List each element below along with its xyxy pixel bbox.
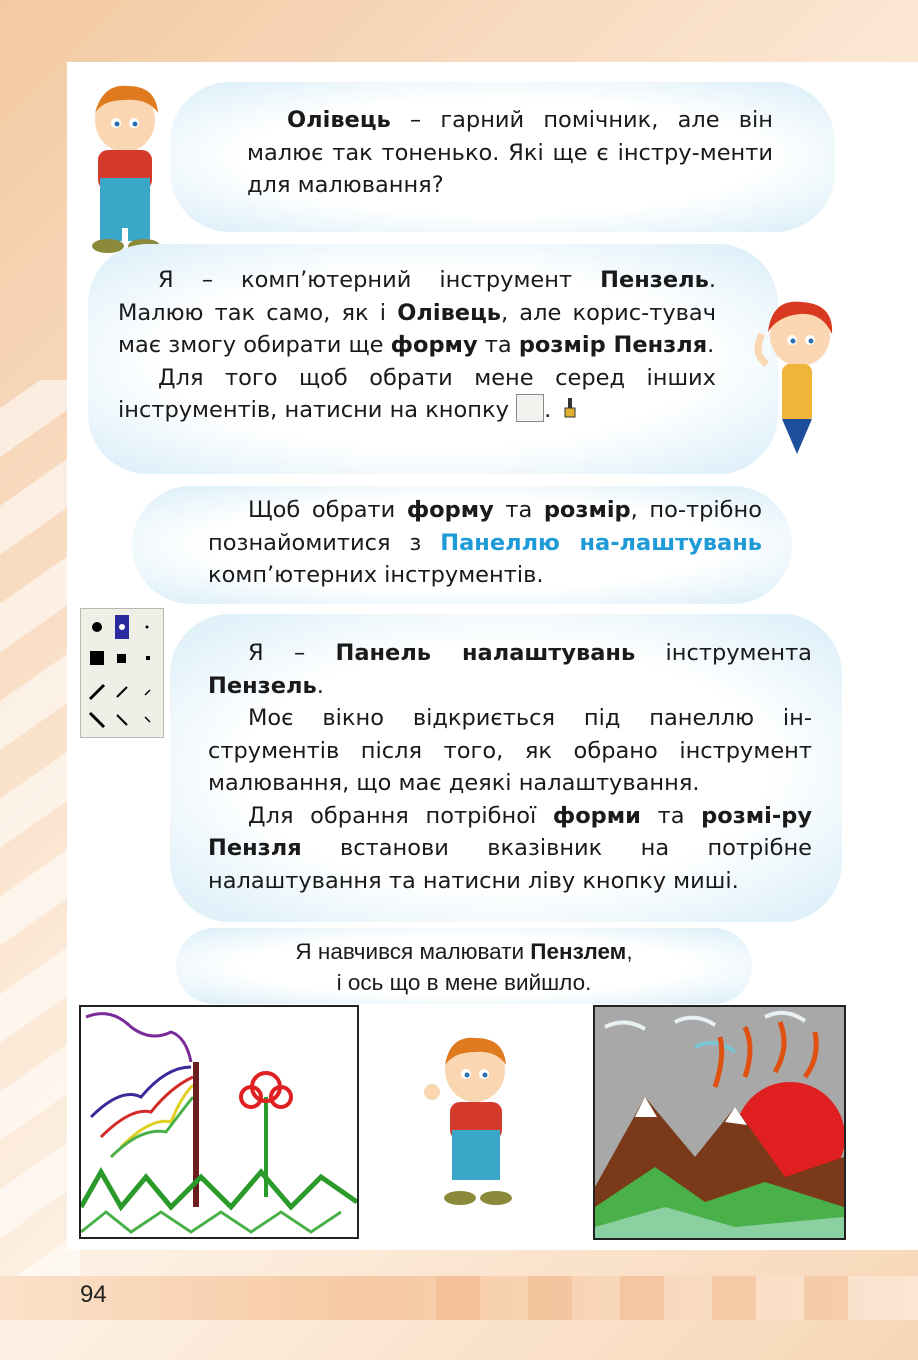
settings-panel-term: Панель налаштувань (335, 640, 636, 666)
bubble-2-text-c: . Малюю так само, як і (118, 267, 716, 326)
bubble-2-text-a: Я – комп’ютерний інструмент (158, 267, 601, 293)
bubble-4-paragraph-2: Моє вікно відкриється під панеллю ін-струментів після того, як обрано інструмент малювання, що має деякі налаштування. (208, 705, 812, 796)
bubble-1-text (247, 104, 773, 202)
pencil-term: Олівець (397, 299, 501, 326)
footer-decor-square (528, 1276, 572, 1320)
bubble-2-text-e: , але корис-тувач має змогу обирати ще (118, 299, 717, 358)
bubble-3-text-e: , по-трібно познайомитися з (208, 497, 762, 556)
brush-tool-button-icon (516, 394, 544, 422)
bubble-3-text-g: комп’ютерних інструментів. (208, 562, 544, 588)
bubble-5-text-a: Я навчився малювати (295, 939, 531, 964)
page-number: 94 (80, 1281, 107, 1308)
brush-size-term: розмі-ру Пензля (208, 802, 812, 861)
settings-panel-term: Панеллю на-лаштувань (440, 529, 762, 556)
bubble-2-text (118, 264, 716, 427)
bubble-4-text-p3e: встанови вказівник на потрібне налаштування та натисни ліву кнопку миші. (208, 835, 812, 894)
bubble-3-text-a: Щоб обрати (248, 497, 407, 523)
bubble-5-text (176, 936, 752, 998)
pencil-term: Олівець (287, 107, 391, 133)
bubble-2-text-g: та (477, 332, 519, 358)
bubble-4-text-p3a: Для обрання потрібної (248, 802, 553, 829)
bubble-5-line-2: і ось що в мене вийшло. (336, 970, 592, 995)
footer-decor-square (436, 1276, 480, 1320)
brush-character-illustration (742, 294, 842, 463)
flower-drawing-image (79, 1005, 359, 1239)
bubble-4-text-e: . (316, 672, 324, 699)
bubble-2-text-p2: Для того щоб обрати мене серед інших інструментів, натисни на кнопку (118, 364, 716, 423)
mountain-drawing-image (593, 1005, 846, 1240)
brush-term: Пензель (208, 672, 317, 699)
brush-size-term: розмір Пензля (518, 332, 708, 358)
brush-term: Пензель (600, 267, 709, 293)
footer-decor-square (712, 1276, 756, 1320)
bubble-2-text-end: . (544, 397, 552, 423)
bubble-3-text (208, 494, 762, 592)
shape-term: форму (390, 332, 478, 358)
brush-term: Пензлем (530, 939, 627, 964)
footer-decor-square (620, 1276, 664, 1320)
boy-thumbs-up-illustration (420, 1030, 530, 1210)
bubble-1-body: – гарний помічник, але він малює так тоненько. Які ще є інстру-менти для малювання? (247, 107, 773, 198)
footer-decor-square (804, 1276, 848, 1320)
bubble-4-text-p3c: та (640, 802, 702, 829)
bubble-3-text-c: та (493, 497, 544, 523)
bubble-2-text-i: . (707, 332, 715, 358)
bubble-4-text-a: Я – (248, 640, 336, 666)
bubble-4-text-c: інструмента (635, 640, 812, 666)
boy-thinking-illustration (78, 78, 173, 260)
size-term: розмір (543, 497, 631, 523)
shape-term: форму (406, 497, 494, 523)
shape-term: форми (552, 802, 641, 829)
brush-settings-panel-image (80, 608, 164, 738)
bubble-4-text (208, 637, 812, 897)
bubble-5-text-c: , (626, 939, 633, 964)
